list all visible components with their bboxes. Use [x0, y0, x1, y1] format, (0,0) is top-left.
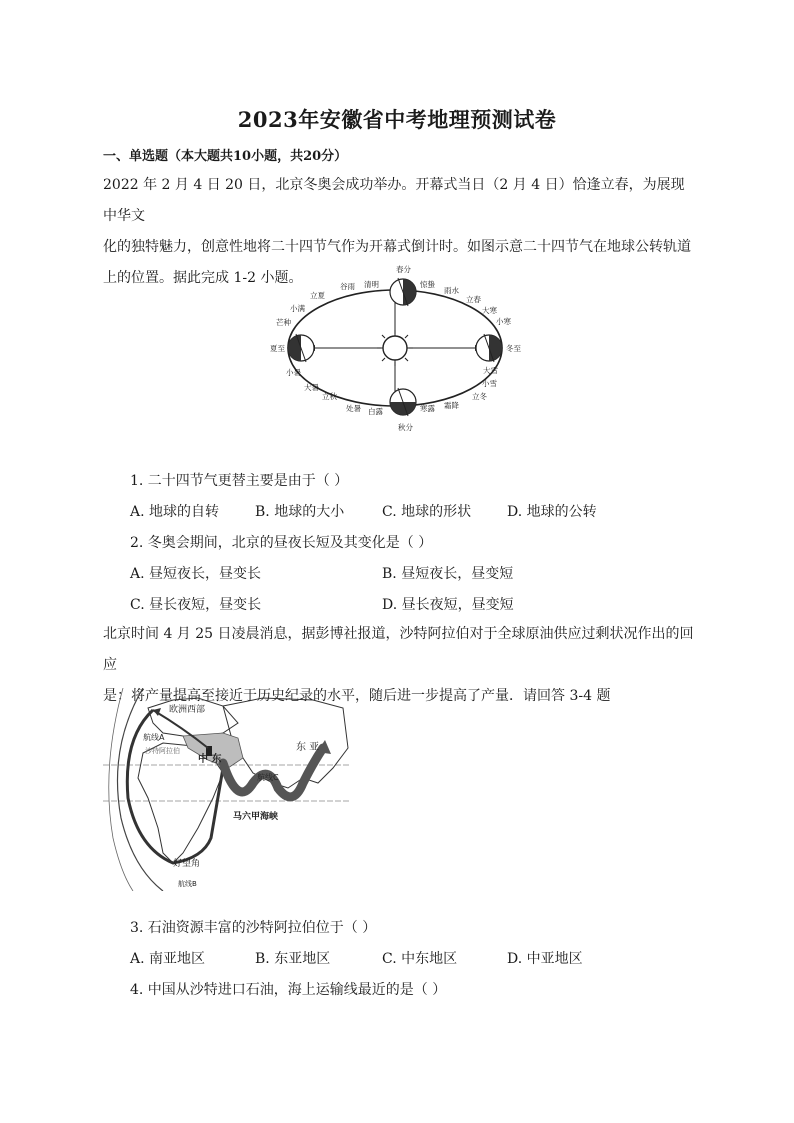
question-3-stem: 3. 石油资源丰富的沙特阿拉伯位于（ ）: [130, 920, 377, 936]
intro1-line3: 上的位置。据此完成 1-2 小题。: [103, 270, 303, 286]
route-a-path: [153, 710, 208, 748]
page-title: 2023年安徽省中考地理预测试卷: [237, 107, 557, 132]
term-mangzhong: 芒种: [276, 318, 291, 327]
question-4-stem: 4. 中国从沙特进口石油，海上运输线最近的是（ ）: [130, 982, 447, 998]
label-route-b: 航线B: [178, 880, 197, 888]
label-saudi-arabia: 沙特阿拉伯: [145, 747, 180, 755]
question-1-stem: 1. 二十四节气更替主要是由于（ ）: [130, 473, 349, 489]
asia-landmass: [223, 698, 348, 788]
label-east-asia: 东 亚: [296, 742, 320, 753]
term-chunfen: 春分: [396, 265, 411, 274]
term-lichun: 立春: [466, 295, 481, 304]
route-b-path: [127, 710, 223, 863]
q2-option-a: A. 昼短夜长，昼变长: [130, 566, 262, 582]
term-lixia: 立夏: [310, 291, 325, 300]
term-chushu: 处暑: [346, 404, 361, 413]
term-xiaoxue: 小雪: [482, 379, 497, 388]
term-qingming: 清明: [364, 280, 379, 289]
term-shuangjiang: 霜降: [444, 401, 459, 410]
term-dashu: 大暑: [304, 383, 319, 392]
term-daxue: 大雪: [483, 366, 498, 375]
term-liqiu: 立秋: [322, 392, 337, 401]
q3-option-b: B. 东亚地区: [255, 951, 331, 967]
label-middle-east: 中 东: [198, 754, 222, 765]
term-dahan: 大寒: [482, 306, 497, 315]
earth-orbit-diagram: [270, 262, 530, 434]
q1-option-a: A. 地球的自转: [130, 504, 220, 520]
term-qiufen: 秋分: [398, 423, 413, 432]
term-yushui: 雨水: [444, 286, 459, 295]
earth-winter-icon: [476, 334, 502, 362]
label-route-a: 航线A: [143, 733, 165, 742]
earth-spring-icon: [390, 278, 416, 306]
q1-option-c: C. 地球的形状: [382, 504, 472, 520]
section-heading: 一、单选题（本大题共10小题，共20分）: [103, 149, 348, 164]
q2-option-c: C. 昼长夜短，昼变长: [130, 597, 262, 613]
label-route-c: 航线C: [257, 773, 279, 782]
q3-option-a: A. 南亚地区: [130, 951, 206, 967]
q1-option-d: D. 地球的公转: [507, 504, 597, 520]
term-dongzhi: 冬至: [506, 344, 521, 353]
term-xiazhi: 夏至: [270, 344, 285, 353]
term-xiaohan: 小寒: [496, 317, 511, 326]
sun-icon: [377, 330, 413, 366]
q3-option-d: D. 中亚地区: [507, 951, 583, 967]
term-xiaoshu: 小暑: [286, 368, 301, 377]
intro1-line2: 化的独特魅力，创意性地将二十四节气作为开幕式倒计时。如图示意二十四节气在地球公转轨道: [103, 239, 691, 255]
intro2-line1: 北京时间 4 月 25 日凌晨消息，据彭博社报道，沙特阿拉伯对于全球原油供应过剩状况作出的回应: [103, 626, 694, 673]
oil-route-map: [103, 688, 350, 891]
label-cape-of-good-hope: 好望角: [173, 859, 201, 869]
term-lidong: 立冬: [472, 392, 487, 401]
term-jingzhe: 惊蛰: [420, 280, 435, 289]
label-malacca-strait: 马六甲海峡: [233, 812, 279, 822]
term-bailu: 白露: [368, 407, 383, 416]
term-xiaoman: 小满: [290, 304, 305, 313]
europe-landmass: [148, 698, 238, 738]
intro1-line1: 2022 年 2 月 4 日 20 日，北京冬奥会成功举办。开幕式当日（2 月 4 日）恰逢立春，为展现中华文: [103, 177, 685, 224]
earth-autumn-icon: [390, 388, 416, 416]
q2-option-d: D. 昼长夜短，昼变短: [382, 597, 514, 613]
q2-option-b: B. 昼短夜长，昼变短: [382, 566, 514, 582]
term-hanlu: 寒露: [420, 404, 435, 413]
intro2-line2: 是：将产量提高至接近于历史纪录的水平，随后进一步提高了产量．请回答 3-4 题: [103, 688, 611, 704]
term-guyu: 谷雨: [340, 282, 355, 291]
question-2-stem: 2. 冬奥会期间，北京的昼夜长短及其变化是（ ）: [130, 535, 433, 551]
label-western-europe: 欧洲西部: [169, 705, 206, 715]
earth-summer-icon: [288, 334, 314, 362]
q3-option-c: C. 中东地区: [382, 951, 458, 967]
q1-option-b: B. 地球的大小: [255, 504, 345, 520]
